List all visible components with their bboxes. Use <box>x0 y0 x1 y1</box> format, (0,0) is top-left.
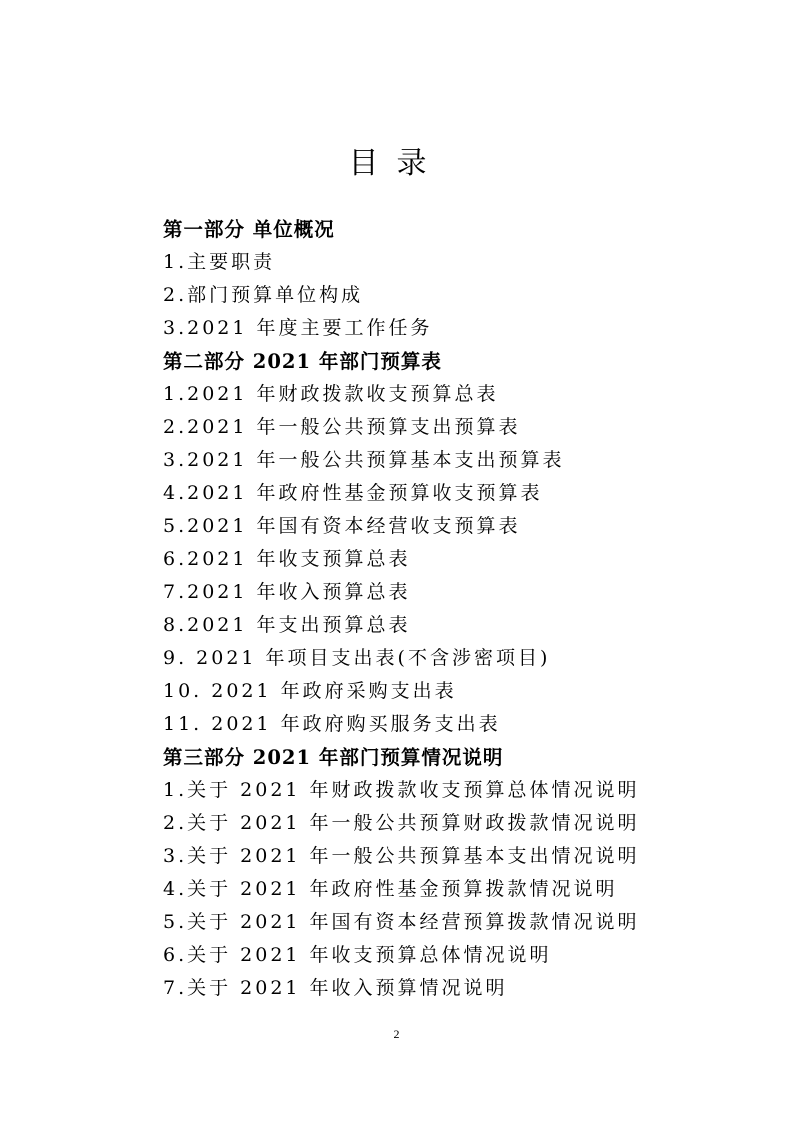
section-heading-3: 第三部分 2021 年部门预算情况说明 <box>163 746 504 769</box>
toc-item: 11. 2021 年政府购买服务支出表 <box>163 713 501 735</box>
toc-item: 2.2021 年一般公共预算支出预算表 <box>163 416 521 438</box>
toc-item: 7.关于 2021 年收入预算情况说明 <box>163 977 508 999</box>
page-number: 2 <box>393 1027 400 1041</box>
section-heading-1: 第一部分 单位概况 <box>163 218 335 241</box>
toc-item: 7.2021 年收入预算总表 <box>163 581 411 603</box>
toc-item: 5.关于 2021 年国有资本经营预算拨款情况说明 <box>163 911 640 933</box>
section-heading-2: 第二部分 2021 年部门预算表 <box>163 350 442 373</box>
toc-item: 2.部门预算单位构成 <box>163 284 364 306</box>
toc-item: 5.2021 年国有资本经营收支预算表 <box>163 515 521 537</box>
toc-item: 9. 2021 年项目支出表(不含涉密项目) <box>163 647 551 669</box>
toc-item: 1.主要职责 <box>163 251 276 273</box>
toc-item: 8.2021 年支出预算总表 <box>163 614 411 636</box>
table-of-contents <box>163 213 763 1005</box>
toc-item: 4.2021 年政府性基金预算收支预算表 <box>163 482 543 504</box>
toc-item: 3.关于 2021 年一般公共预算基本支出情况说明 <box>163 845 640 867</box>
toc-item: 6.2021 年收支预算总表 <box>163 548 411 570</box>
toc-item: 1.2021 年财政拨款收支预算总表 <box>163 383 499 405</box>
toc-item: 10. 2021 年政府采购支出表 <box>163 680 457 702</box>
toc-item: 4.关于 2021 年政府性基金预算拨款情况说明 <box>163 878 618 900</box>
toc-item: 2.关于 2021 年一般公共预算财政拨款情况说明 <box>163 812 640 834</box>
toc-item: 6.关于 2021 年收支预算总体情况说明 <box>163 944 552 966</box>
page-title: 目录 <box>348 146 445 181</box>
toc-item: 3.2021 年度主要工作任务 <box>163 317 433 339</box>
toc-item: 1.关于 2021 年财政拨款收支预算总体情况说明 <box>163 779 640 801</box>
toc-item: 3.2021 年一般公共预算基本支出预算表 <box>163 449 565 471</box>
